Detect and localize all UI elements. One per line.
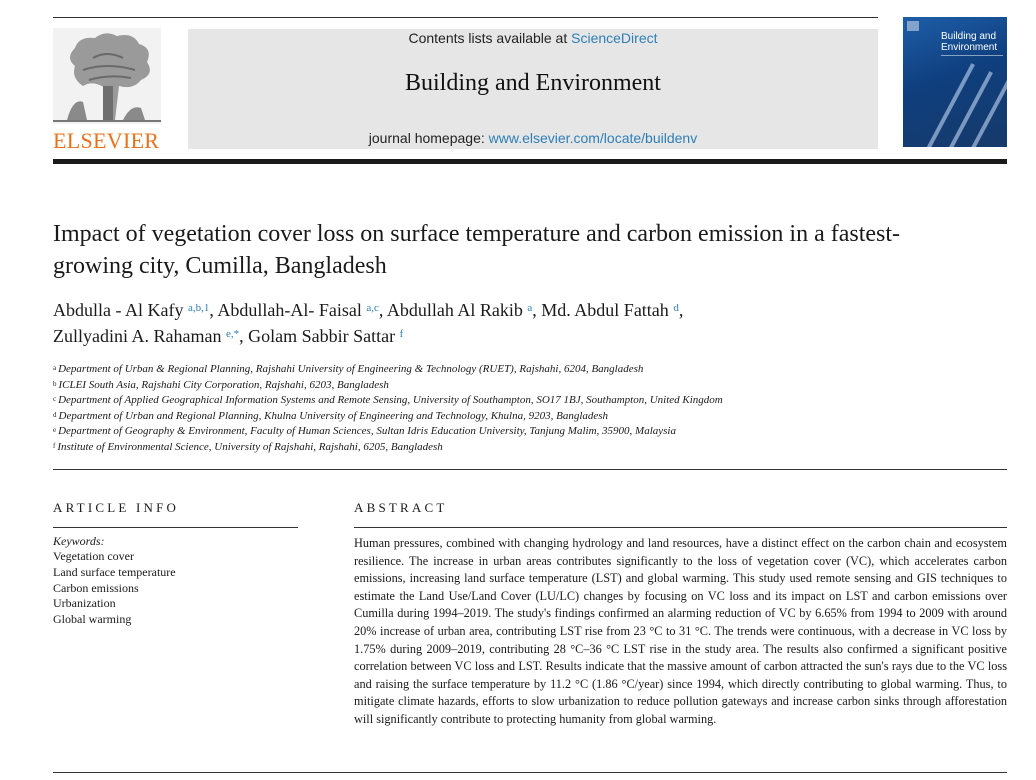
cover-building-beam [915, 63, 975, 147]
journal-title[interactable]: Building and Environment [405, 70, 661, 96]
journal-cover[interactable] [903, 17, 1007, 147]
affiliation-text: Department of Urban and Regional Planning, Khulna University of Engineering and Technology, Khulna, 9203, Bangladesh [58, 409, 609, 422]
author-affiliation-marker[interactable]: a,b,1 [187, 302, 210, 314]
abstract-heading: ABSTRACT [354, 500, 448, 515]
header-top-rule [53, 17, 878, 18]
affiliation-list [53, 362, 953, 456]
affiliation-text: Department of Urban & Regional Planning, Rajshahi University of Engineering & Technology (RUET), Rajshahi, 6204, Bangladesh [58, 363, 644, 375]
journal-banner [188, 29, 878, 149]
affiliation-key: f [53, 441, 56, 450]
affiliation-key: a [53, 364, 57, 372]
affiliation-key: e [53, 426, 57, 435]
affiliation-item [53, 393, 953, 409]
author-name[interactable]: Abdulla - Al Kafy [53, 300, 184, 320]
keyword-list [53, 549, 176, 628]
keyword-item[interactable]: Vegetation cover [53, 549, 134, 563]
article-info-rule [53, 527, 298, 528]
author-affiliation-marker[interactable]: e,* [225, 328, 240, 340]
elsevier-tree-icon [53, 28, 161, 124]
affiliation-item [53, 424, 953, 440]
author-affiliation-marker[interactable]: a,c [366, 302, 379, 314]
journal-homepage-link[interactable]: www.elsevier.com/locate/buildenv [488, 130, 698, 146]
affiliation-text: Department of Geography & Environment, Faculty of Human Sciences, Sultan Idris Education University, Tanjung Malim, 35900, Malaysia [58, 425, 676, 438]
bottom-rule [53, 772, 1007, 773]
affiliation-text: ICLEI South Asia, Rajshahi City Corporation, Rajshahi, 6203, Bangladesh [58, 378, 389, 391]
section-rule [53, 469, 1007, 470]
abstract-text: Human pressures, combined with changing hydrology and land resources, have a distinct effect on the carbon chain and ecosystem resilience. The increase in urban areas contributes significantly to the loss of vegetation cover (VC), which accelerates carbon emissions, increasing land surface temperature (LST) and global warming. This study used remote sensing and GIS techniques to estimate the Land Use/Land Cover (LU/LC) changes by focusing on VC loss and its impact on LST and carbon emissions over Cumilla during 1994–2019. The study's findings confirmed an alarming reduction of VC by 6.65% from 1994 to 2009 with around 20% increase of urban area, contributing LST rise from 23 °C to 31 °C. The trends were continuous, with a decrease in VC loss by 1.75% during 2009–2019, contributing 28 °C–36 °C LST rise in the study area. The results also confirmed a significant positive correlation between VC loss and LST. Results indicate that the massive amount of carbon attracted the sun's rays due to the VC loss and raising the surface temperature by 11.2 °C (1.86 °C/year) since 1994, which directly contributing to global warming. Thus, to mitigate climate hazards, efforts to slow urbanization to reduce pollution gateways and increase carbon sinks through afforestation will significantly contribute to protecting humanity from global warming. [354, 536, 1007, 726]
cover-title: Building and Environment [941, 31, 998, 53]
author-affiliation-marker[interactable]: f [399, 328, 404, 340]
keywords-label: Keywords: [53, 534, 105, 548]
article-info-heading: ARTICLE INFO [53, 500, 180, 515]
keyword-item[interactable]: Global warming [53, 612, 132, 627]
affiliation-item [53, 362, 953, 378]
keyword-item[interactable]: Land surface temperature [53, 564, 176, 579]
affiliation-item [53, 378, 953, 394]
affiliation-key: d [53, 410, 57, 419]
affiliation-key: c [53, 395, 57, 404]
cover-publisher-icon [907, 21, 919, 31]
author-name[interactable]: Abdullah Al Rakib [386, 300, 523, 320]
author-affiliation-marker[interactable]: d [673, 302, 679, 314]
sciencedirect-link[interactable]: ScienceDirect [571, 30, 658, 46]
keyword-item[interactable]: Urbanization [53, 596, 116, 611]
author-affiliation-marker[interactable]: a [527, 302, 533, 314]
affiliation-text: Department of Applied Geographical Information Systems and Remote Sensing, University of Southampton, SO17 1BJ, Southampton, United Kingdom [58, 394, 723, 407]
affiliation-item [53, 440, 953, 456]
author-name[interactable]: Abdullah-Al- Faisal [217, 300, 362, 320]
author-name[interactable]: Md. Abdul Fattah [541, 300, 669, 320]
contents-line [188, 30, 878, 46]
article-title: Impact of vegetation cover loss on surface temperature and carbon emission in a fastest-growing city, Cumilla, Bangladesh [53, 221, 901, 279]
author-name[interactable]: Zullyadini A. Rahaman [53, 326, 222, 346]
publisher-logo[interactable] [53, 28, 181, 153]
affiliation-text: Institute of Environmental Science, University of Rajshahi, Rajshahi, 6205, Bangladesh [57, 440, 443, 453]
keyword-item[interactable]: Carbon emissions [53, 580, 139, 595]
author-name[interactable]: Golam Sabbir Sattar [248, 326, 396, 346]
publisher-name: ELSEVIER [53, 128, 160, 153]
affiliation-key: b [53, 379, 57, 388]
contents-prefix: Contents lists available at [408, 30, 572, 46]
author-list: Abdulla - Al Kafy $^{a,b,1}$, Abdullah-Al- Faisal $^{a,c}$, Abdullah Al Rakib $^a$, Md. Abdul Fattah $^d$, Zullyadini A. Rahaman $^{e,*}$, Golam Sabbir Sattar $^f$ [53, 300, 684, 346]
abstract-rule [354, 527, 1007, 528]
header-thick-rule [53, 159, 1007, 164]
affiliation-item [53, 409, 953, 425]
homepage-prefix: journal homepage: [368, 130, 489, 146]
homepage-line [188, 130, 878, 146]
